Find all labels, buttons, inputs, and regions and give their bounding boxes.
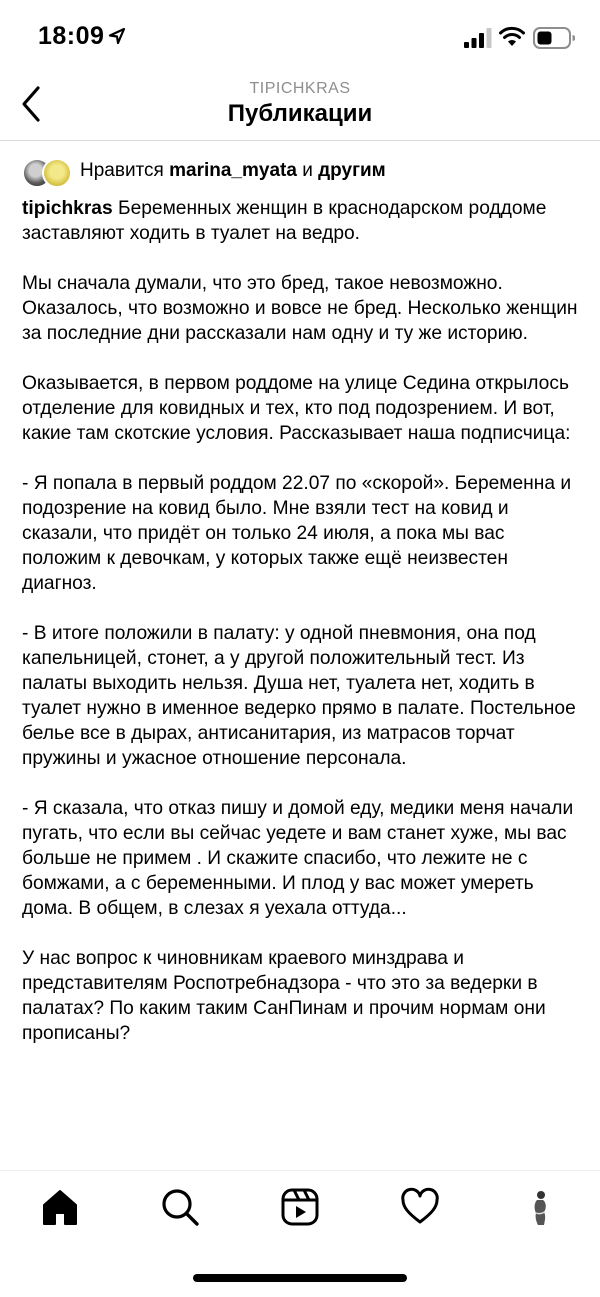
likes-text	[80, 160, 386, 182]
profile-avatar[interactable]	[520, 1187, 560, 1227]
reels-icon[interactable]	[280, 1187, 320, 1227]
likes-middle: и	[296, 160, 319, 181]
likes-row[interactable]	[22, 156, 582, 188]
post-caption	[22, 196, 582, 1071]
wifi-icon	[499, 26, 525, 48]
page-title: Публикации	[227, 100, 373, 127]
caption-paragraph: Оказывается, в первом роддоме на улице Седина открылось отделение для ковидных и тех, кто под подозрением. И вот, какие там скотские условия. Рассказывает наша подписчица:	[22, 373, 571, 444]
caption-first-text: Беременных женщин в краснодарском роддоме заставляют ходить в туалет на ведро.	[22, 198, 547, 244]
signal-icon	[464, 28, 492, 48]
header-username: TIPICHKRAS	[249, 80, 351, 97]
caption-paragraph: У нас вопрос к чиновникам краевого минздрава и представителям Роспотребнадзора - что это за ведерки в палатах? По каким таким СанПинам и прочим нормам они прописаны?	[22, 948, 546, 1044]
profile-figure-icon	[520, 1187, 560, 1227]
caption-first-paragraph	[22, 196, 582, 246]
header	[0, 76, 600, 141]
avatar	[42, 158, 72, 188]
heart-icon[interactable]	[400, 1187, 440, 1227]
liker-avatars[interactable]	[22, 158, 76, 186]
likes-prefix: Нравится	[80, 160, 170, 181]
caption-paragraph: - Я сказала, что отказ пишу и домой еду, медики меня начали пугать, что если вы сейчас уедете и вам станет хуже, мы вас больше не примем . И скажите спасибо, что лежите не с бомжами, а с беременными. И плод у вас может умереть дома. В общем, в слезах я уехала оттуда...	[22, 798, 574, 919]
caption-paragraph: - В итоге положили в палату: у одной пневмония, она под капельницей, стонет, а у другой положительный тест. Из палаты выходить нельзя. Душа нет, туалета нет, ходить в туалет нужно в именное ведерко прямо в палате. Постельное белье все в дырах, антисанитария, из матрасов торчат пружины и ужасное отношение персонала.	[22, 623, 576, 769]
search-icon[interactable]	[160, 1187, 200, 1227]
status-bar	[0, 0, 600, 76]
bottom-nav	[0, 1170, 600, 1251]
caption-paragraph: Мы сначала думали, что это бред, такое невозможно. Оказалось, что возможно и вовсе не бред. Несколько женщин за последние дни рассказали нам одну и ту же историю.	[22, 273, 578, 344]
likes-others-link[interactable]: другим	[318, 160, 386, 181]
home-icon[interactable]	[40, 1187, 80, 1227]
caption-paragraph: - Я попала в первый роддом 22.07 по «скорой». Беременна и подозрение на ковид было. Мне взяли тест на ковид и сказали, что придёт он только 24 июля, а пока мы вас положим к девочкам, у которых также ещё неизвестен диагноз.	[22, 473, 572, 594]
battery-icon	[533, 26, 575, 50]
home-indicator	[193, 1274, 407, 1282]
location-arrow-icon	[108, 27, 126, 45]
liker-username-link[interactable]: marina_myata	[169, 160, 297, 181]
status-time: 18:09	[38, 22, 105, 50]
caption-username-link[interactable]: tipichkras	[22, 198, 113, 219]
